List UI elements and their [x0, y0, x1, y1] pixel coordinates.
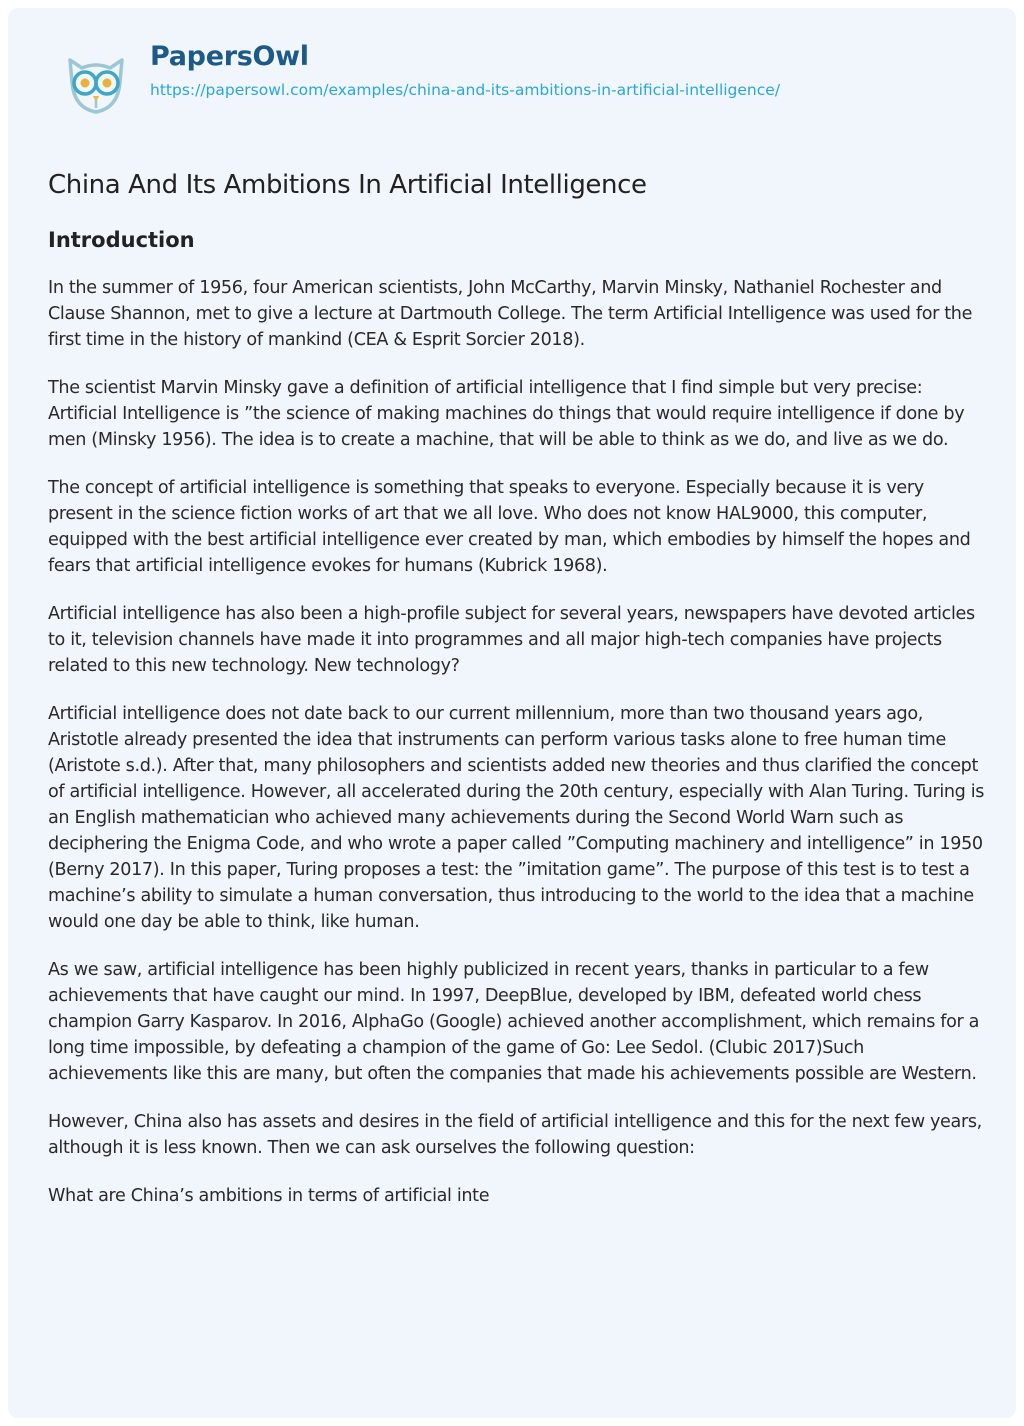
page-title: China And Its Ambitions In Artificial Intelligence	[48, 170, 647, 200]
paragraph: However, China also has assets and desires in the field of artificial intelligence and this for the next few years, although it is less known. Then we can ask ourselves the following question:	[48, 1112, 982, 1158]
paragraph: The scientist Marvin Minsky gave a definition of artificial intelligence that I find simple but very precise: Artificial Intelligence is ”the science of making machines do things that would require intelligence if done by men (Minsky 1956). The idea is to create a machine, that will be able to think as we do, and live as we do.	[48, 378, 965, 450]
document-body	[48, 168, 988, 1231]
owl-logo-icon[interactable]	[48, 34, 144, 130]
paragraph: The concept of artificial intelligence is something that speaks to everyone. Especially because it is very present in the science fiction works of art that we all love. Who does not know HAL9000, this computer, equipped with the best artificial intelligence ever created by man, which embodies by himself the hopes and fears that artificial intelligence evokes for humans (Kubrick 1968).	[48, 478, 971, 576]
paragraph: As we saw, artificial intelligence has been highly publicized in recent years, thanks in particular to a few achievements that have caught our mind. In 1997, DeepBlue, developed by IBM, defeated world chess champion Garry Kasparov. In 2016, AlphaGo (Google) achieved another accomplishment, which remains for a long time impossible, by defeating a champion of the game of Go: Lee Sedol. (Clubic 2017)Such achievements like this are many, but often the companies that made his achievements possible are Western.	[48, 960, 980, 1084]
paragraph: Artificial intelligence does not date back to our current millennium, more than two thousand years ago, Aristotle already presented the idea that instruments can perform various tasks alone to free human time (Aristote s.d.). After that, many philosophers and scientists added new theories and thus clarified the concept of artificial intelligence. However, all accelerated during the 20th century, especially with Alan Turing. Turing is an English mathematician who achieved many achievements during the Second World Warn such as deciphering the Enigma Code, and who wrote a paper called ”Computing machinery and intelligence” in 1950 (Berny 2017). In this paper, Turing proposes a test: the ”imitation game”. The purpose of this test is to test a machine’s ability to simulate a human conversation, thus introducing to the world to the idea that a machine would one day be able to think, like human.	[48, 704, 985, 932]
brand-name[interactable]: PapersOwl	[150, 41, 309, 72]
source-url-link[interactable]: https://papersowl.com/examples/china-and-its-ambitions-in-artificial-intelligence/	[150, 81, 781, 99]
paragraph-truncated: What are China’s ambitions in terms of artificial inte	[48, 1186, 490, 1206]
paragraph: In the summer of 1956, four American scientists, John McCarthy, Marvin Minsky, Nathaniel Rochester and Clause Shannon, met to give a lecture at Dartmouth College. The term Artificial Intelligence was used for the first time in the history of mankind (CEA & Esprit Sorcier 2018).	[48, 278, 973, 350]
document-page	[8, 8, 1016, 1418]
section-heading: Introduction	[48, 228, 195, 252]
paragraph: Artificial intelligence has also been a high-profile subject for several years, newspapers have devoted articles to it, television channels have made it into programmes and all major high-tech companies have projects related to this new technology. New technology?	[48, 604, 975, 676]
site-header	[48, 34, 780, 124]
brand-block	[150, 40, 780, 100]
